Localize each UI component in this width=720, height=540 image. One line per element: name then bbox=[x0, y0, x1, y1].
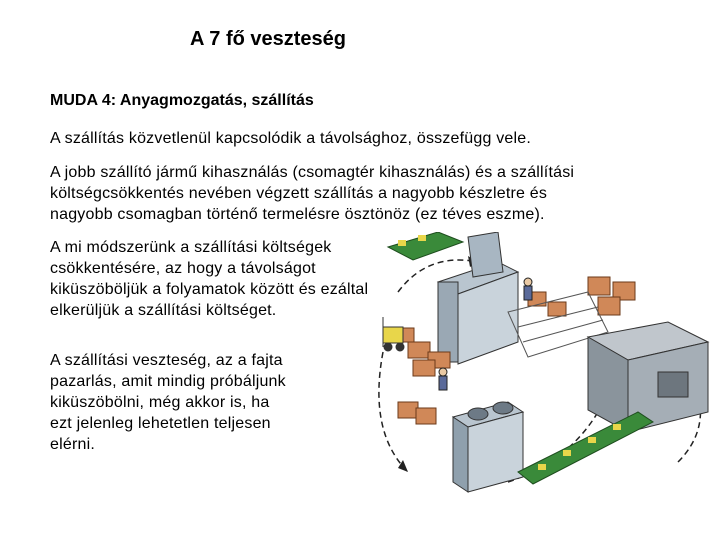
paragraph-4: A szállítási veszteség, az a fajta pazarlás, amit mindig próbáljunk kiküszöbölni, még akkor is, ha ezt jelenleg lehetetlen teljesen elérni. bbox=[50, 352, 286, 453]
box-stack-bottom bbox=[398, 402, 436, 424]
machine-right bbox=[588, 322, 708, 432]
conveyor-bottom bbox=[518, 412, 653, 484]
paragraph-3: A mi módszerünk a szállítási költségek csökkentésére, az hogy a távolságot kiküszöböljük a folyamatok között és ezáltal elkerüljük a szállítási költséget. bbox=[50, 239, 369, 319]
factory-transport-illustration bbox=[368, 232, 720, 540]
paragraph-2: A jobb szállító jármű kihasználás (csomagtér kihasználás) és a szállítási költségcsökkentés nevében végzett szállítás a nagyobb készletre és nagyobb csomagban történő termelésre ösztönöz (ez téves eszme). bbox=[50, 164, 575, 223]
box-stack-top bbox=[528, 277, 635, 316]
forklift bbox=[383, 317, 404, 351]
conveyor-top bbox=[388, 232, 463, 260]
slide-subtitle: MUDA 4: Anyagmozgatás, szállítás bbox=[50, 92, 314, 109]
slide-title: A 7 fő veszteség bbox=[190, 28, 346, 50]
machine-top bbox=[438, 232, 518, 364]
machine-bottom bbox=[453, 402, 523, 492]
paragraph-1: A szállítás közvetlenül kapcsolódik a távolsághoz, összefügg vele. bbox=[50, 130, 532, 147]
